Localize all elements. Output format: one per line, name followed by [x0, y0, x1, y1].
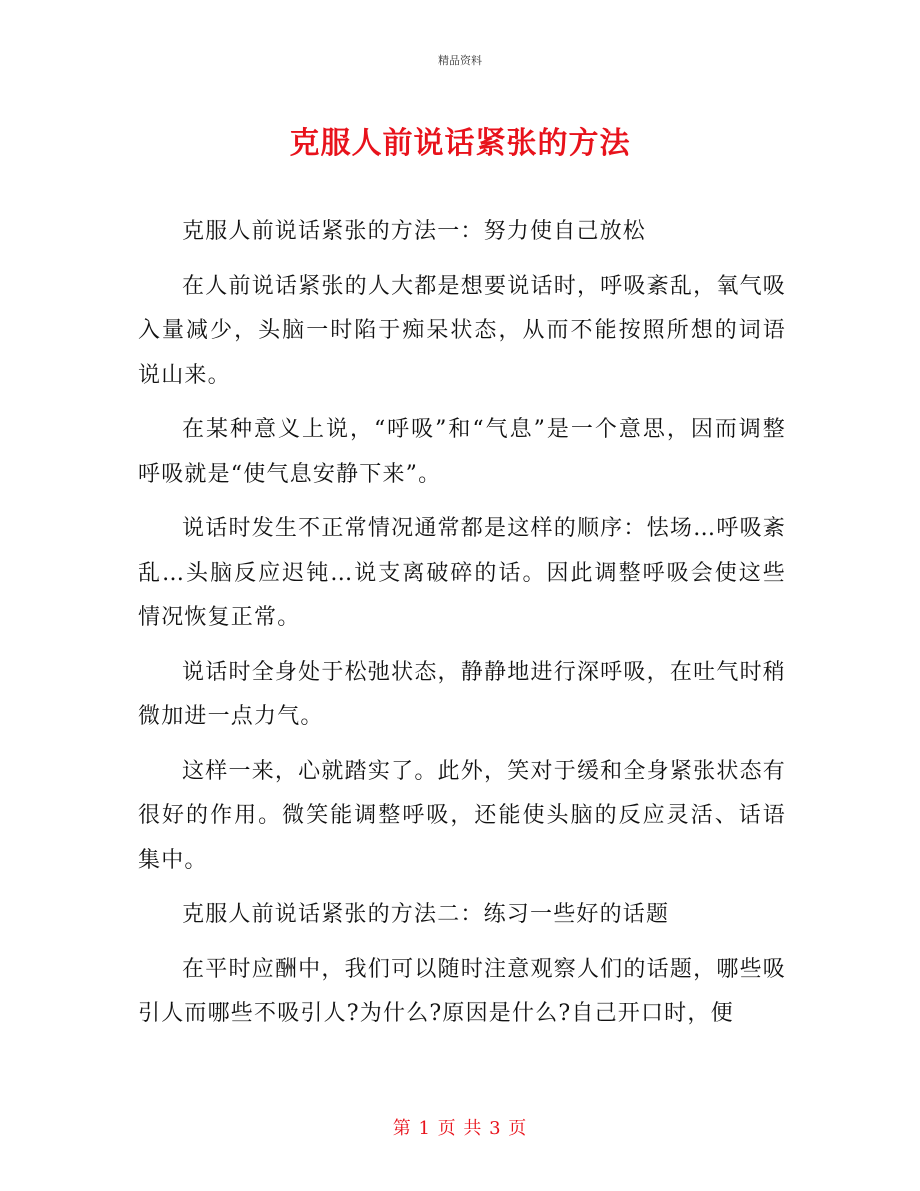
paragraph: 这样一来，心就踏实了。此外，笑对于缓和全身紧张状态有很好的作用。微笑能调整呼吸，还能使头脑的反应灵活、话语集中。 [138, 758, 786, 873]
document-body [138, 210, 786, 1047]
section-heading-2: 克服人前说话紧张的方法二：练习一些好的话题 [182, 902, 670, 927]
document-title: 克服人前说话紧张的方法 [289, 126, 631, 161]
paragraph: 说话时全身处于松弛状态，静静地进行深呼吸，在吐气时稍微加进一点力气。 [138, 659, 786, 729]
paragraph: 在平时应酬中，我们可以随时注意观察人们的话题，哪些吸引人而哪些不吸引人?为什么?原因是什么?自己开口时，便 [138, 956, 786, 1026]
paragraph: 在人前说话紧张的人大都是想要说话时，呼吸紊乱，氧气吸入量减少，头脑一时陷于痴呆状态，从而不能按照所想的词语说山来。 [138, 273, 786, 388]
section-heading-1: 克服人前说话紧张的方法一：努力使自己放松 [182, 219, 647, 244]
paragraph: 说话时发生不正常情况通常都是这样的顺序：怯场…呼吸紊乱…头脑反应迟钝…说支离破碎的话。因此调整呼吸会使这些情况恢复正常。 [138, 516, 786, 630]
paragraph: 在某种意义上说，“呼吸”和“气息”是一个意思，因而调整呼吸就是“使气息安静下来”。 [138, 417, 786, 487]
page-indicator: 第 1 页 共 3 页 [392, 1118, 528, 1139]
page-header-label: 精品资料 [438, 54, 482, 67]
